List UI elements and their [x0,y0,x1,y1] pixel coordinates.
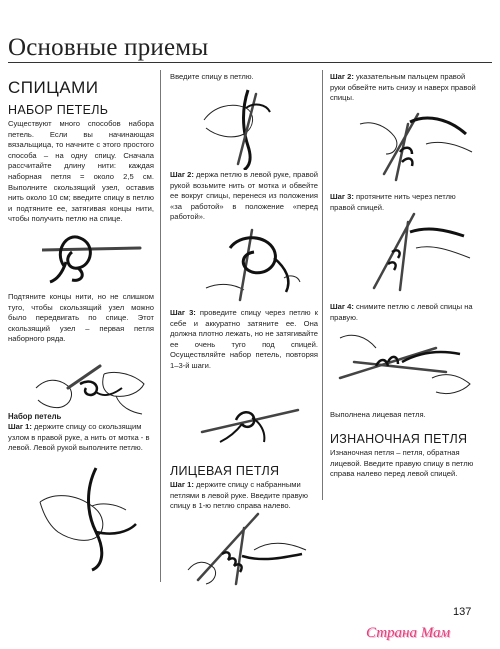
cast-on-step2-text [170,170,318,223]
page-number: 137 [453,606,472,618]
cast-on-step3-text [170,308,318,372]
step-body: снимите петлю с левой спицы на правую. [330,302,473,322]
wrap-index-finger-illustration [356,104,476,186]
title-divider [8,62,492,63]
step-body: протяните нить через петлю правой спицей. [330,192,456,212]
slip-knot-illustration [42,222,142,286]
step-body: держа петлю в левой руке, правой рукой возьмите нить от мотка и обвейте ее вокруг спицы, перенеся из положения «за работой» в положение «перед работой». [170,170,319,222]
step-label: Шаг 3: [330,192,354,201]
purl-stitch-text: Изнаночная петля – петля, обратная лицевой. Введите правую спицу в петлю справа налево перед левой спицей. [330,448,474,479]
knit-stitch-title: ЛИЦЕВАЯ ПЕТЛЯ [170,464,280,478]
tighten-loop-illustration [200,388,300,446]
column-divider-1 [160,70,161,582]
step-label: Шаг 1: [170,480,194,489]
watermark-logo: Страна Мам [366,625,451,641]
cast-on-intro-text: Существуют много способов набора петель. Если вы начинающая вязальщица, то начните с этого простого способа – на одну спицу. Сначала рассчитайте длину нити: каждая наборная петля = около 2,5 см. Выполните скользящий узел, оставив нить около 10 см; введите спицу в петлю и подтяните ее, затягивая концы нити, чтобы получить петлю на спице. [8,119,154,224]
insert-needle-caption: Введите спицу в петлю. [170,72,254,81]
page-title: Основные приемы [8,34,209,61]
step-label: Шаг 2: [170,170,194,179]
knit-done-caption: Выполнена лицевая петля. [330,410,426,419]
step-label: Шаг 4: [330,302,354,311]
wrap-yarn-illustration [200,228,304,304]
slip-knot-text: Подтяните концы нити, но не слишком туго, чтобы скользящий узел можно было передвигать по спице. Этот скользящий узел – первая петля наборного ряда. [8,292,154,344]
step-body: указательным пальцем правой руки обвейте нить снизу и наверх правой спицы. [330,72,476,103]
purl-stitch-title: ИЗНАНОЧНАЯ ПЕТЛЯ [330,432,468,446]
loop-hand-illustration [36,462,144,572]
knit-step1-text [170,480,318,512]
pull-through-illustration [354,212,474,292]
step-body: держите спицу с набранными петлями в левой руке. Введите правую спицу в 1-ю петлю справа налево. [170,480,309,511]
knit-step2-text [330,72,480,104]
step-label: Шаг 2: [330,72,354,81]
insert-needle-illustration [196,84,300,170]
step-label: Шаг 3: [170,308,196,317]
step-body: проведите спицу через петлю к себе и аккуратно затяните ее. Она должна плотно лежать, но не затягивайте ее очень туго под спицей. Осуществляйте набор петель, повторяя 1–3-й шаги. [170,308,318,370]
section-title-needles: СПИЦАМИ [8,78,99,97]
slip-stitch-illustration [336,322,476,402]
subsection-title-cast-on: НАБОР ПЕТЕЛЬ [8,103,109,117]
step-label: Шаг 1: [8,422,32,431]
knit-step4-text [330,302,480,323]
cast-on-step1-text [8,422,154,454]
column-divider-2 [322,70,323,500]
cast-on-step-heading: Набор петель [8,412,62,421]
cast-on-hands-illustration [34,348,146,418]
knit-step3-text [330,192,480,213]
knit-insert-illustration [184,510,312,586]
step-body: держите спицу со скользящим узлом в правой руке, а нить от мотка - в левой. Левой рукой выполните петлю. [8,422,150,453]
